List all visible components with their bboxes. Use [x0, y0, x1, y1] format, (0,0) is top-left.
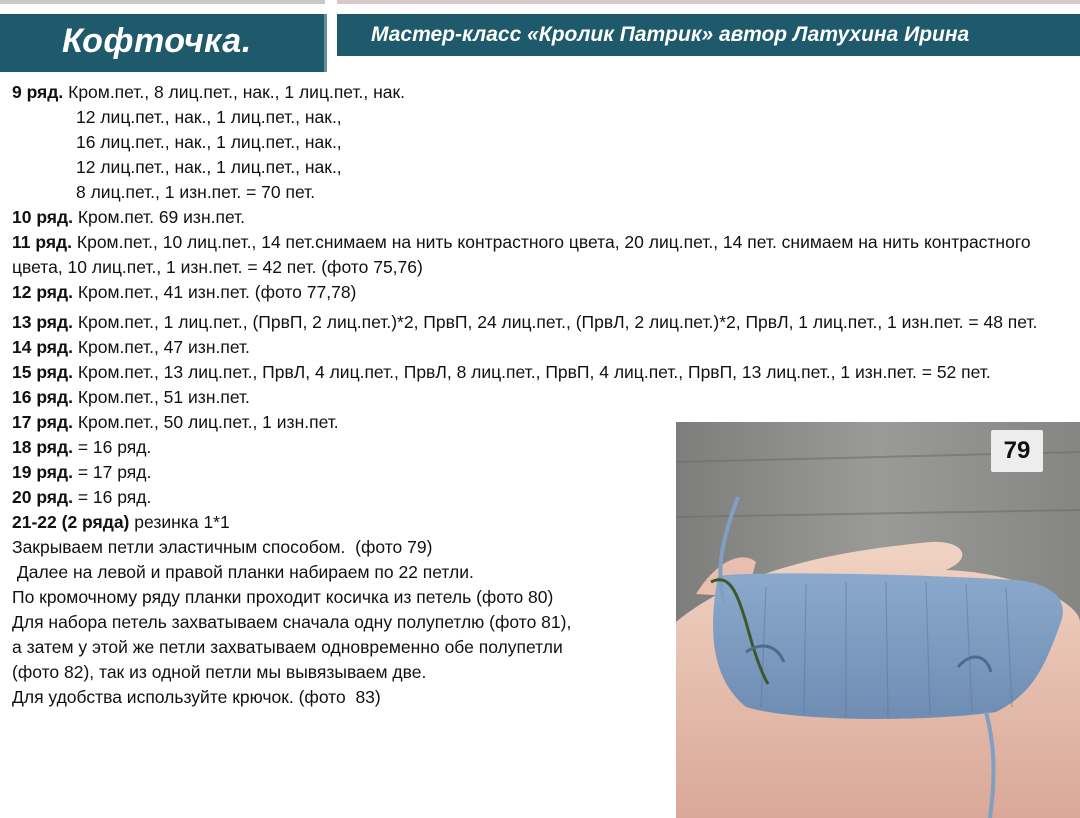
row-text: Кром.пет. 69 изн.пет. [77, 207, 246, 227]
row-label: 13 ряд. [12, 312, 73, 332]
row-16 [12, 385, 1072, 410]
row-15 [12, 360, 1072, 385]
row-label: 19 ряд. [12, 462, 73, 482]
knitted-sweater-photo [676, 422, 1080, 818]
row-label: 9 ряд. [12, 82, 64, 102]
page-subtitle: Мастер-класс «Кролик Патрик» автор Латухина Ирина [371, 23, 970, 46]
row-text: Кром.пет., 13 лиц.пет., ПрвЛ, 4 лиц.пет., ПрвЛ, 8 лиц.пет., ПрвП, 4 лиц.пет., ПрвП, 13 лиц.пет., 1 изн.пет. = 52 пет. [77, 362, 991, 382]
paragraph-line: Закрываем петли эластичным способом. (фото 79) [12, 537, 433, 557]
row-label: 20 ряд. [12, 487, 73, 507]
page-title: Кофточка. [62, 22, 252, 60]
row-label: 11 ряд. [12, 232, 73, 252]
row-text: Кром.пет., 1 лиц.пет., (ПрвП, 2 лиц.пет.)*2, ПрвП, 24 лиц.пет., (ПрвЛ, 2 лиц.пет.)*2, ПрвЛ, 1 лиц.пет., 1 изн.пет. = 48 пет. [77, 312, 1038, 332]
row-label: 12 ряд. [12, 282, 73, 302]
row-text: Кром.пет., 50 лиц.пет., 1 изн.пет. [77, 412, 339, 432]
row-13 [12, 310, 1072, 335]
row-text: Кром.пет., 41 изн.пет. (фото 77,78) [77, 282, 357, 302]
title-banner [0, 14, 327, 72]
paragraph-line: (фото 82), так из одной петли мы вывязываем две. [12, 662, 427, 682]
row-text: Кром.пет., 47 изн.пет. [77, 337, 250, 357]
photo-illustration [676, 422, 1080, 818]
paragraph-line: Для набора петель захватываем сначала одну полупетлю (фото 81), [12, 612, 572, 632]
row-9-line: 12 лиц.пет., нак., 1 лиц.пет., нак., [76, 157, 342, 177]
row-label: 14 ряд. [12, 337, 73, 357]
row-11 [12, 230, 1072, 280]
row-label: 21-22 (2 ряда) [12, 512, 130, 532]
paragraph-line: По кромочному ряду планки проходит косичка из петель (фото 80) [12, 587, 554, 607]
row-text: резинка 1*1 [134, 512, 230, 532]
row-text: = 17 ряд. [77, 462, 152, 482]
top-image-strip [0, 0, 325, 4]
row-12 [12, 280, 1072, 305]
top-image-strip-right [337, 0, 1080, 4]
row-text: Кром.пет., 10 лиц.пет., 14 пет.снимаем на нить контрастного цвета, 20 лиц.пет., 14 пет. снимаем на нить контрастного цвета, 10 лиц.пет., 1 изн.пет. = 42 пет. (фото 75,76) [12, 232, 1031, 277]
photo-number: 79 [991, 430, 1043, 472]
row-9-line: 8 лиц.пет., 1 изн.пет. = 70 пет. [76, 182, 316, 202]
row-9-line: 12 лиц.пет., нак., 1 лиц.пет., нак., [76, 107, 342, 127]
row-9 [12, 80, 1072, 105]
row-label: 10 ряд. [12, 207, 73, 227]
row-label: 17 ряд. [12, 412, 73, 432]
row-text: Кром.пет., 8 лиц.пет., нак., 1 лиц.пет., нак. [68, 82, 406, 102]
row-label: 16 ряд. [12, 387, 73, 407]
row-10 [12, 205, 1072, 230]
paragraph-line: Далее на левой и правой планки набираем по 22 петли. [12, 562, 474, 582]
row-label: 15 ряд. [12, 362, 73, 382]
row-label: 18 ряд. [12, 437, 73, 457]
row-text: = 16 ряд. [77, 437, 152, 457]
paragraph-line: Для удобства используйте крючок. (фото 83) [12, 687, 381, 707]
row-9-line: 16 лиц.пет., нак., 1 лиц.пет., нак., [76, 132, 342, 152]
paragraph-line: а затем у этой же петли захватываем одновременно обе полупетли [12, 637, 563, 657]
subtitle-banner [337, 14, 1080, 56]
row-text: = 16 ряд. [77, 487, 152, 507]
row-text: Кром.пет., 51 изн.пет. [77, 387, 250, 407]
row-14 [12, 335, 1072, 360]
